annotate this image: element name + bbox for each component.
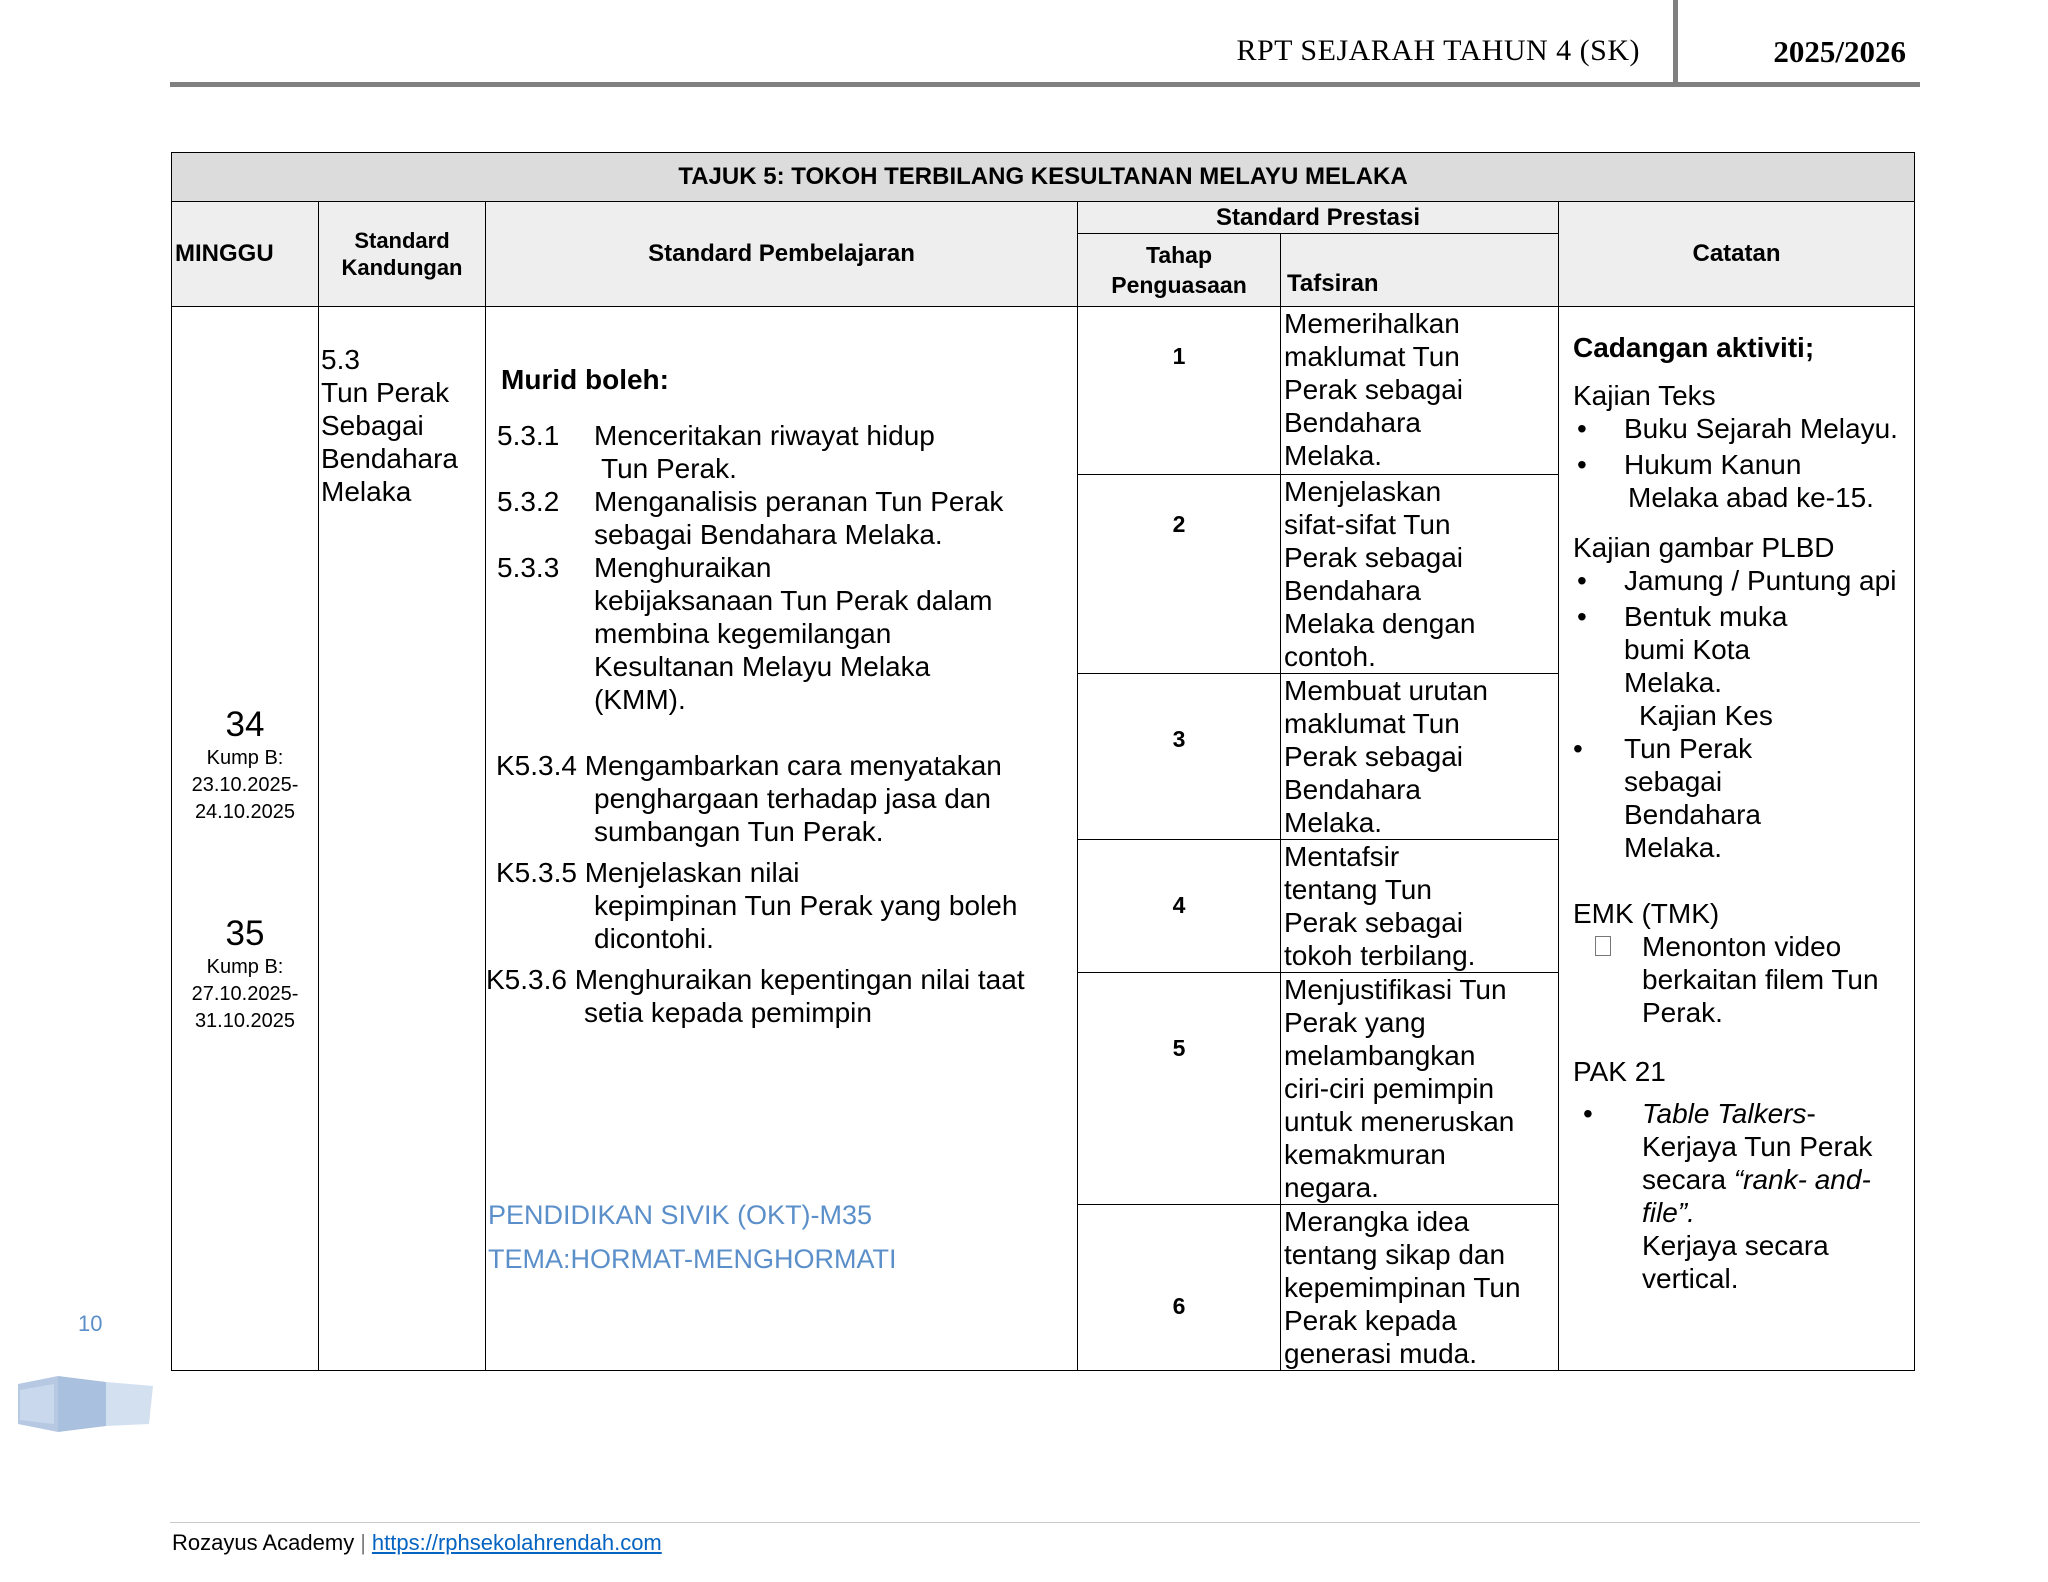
minggu-cell xyxy=(172,307,319,1371)
tahap-level: 3 xyxy=(1078,674,1281,840)
header-catatan: Catatan xyxy=(1559,202,1915,307)
footer-brand: Rozayus Academy xyxy=(172,1530,355,1555)
week-34: 34 Kump B: 23.10.2025- 24.10.2025 xyxy=(191,705,299,823)
standard-pembelajaran-cell: Murid boleh: 5.3.1 Menceritakan riwayat hidup Tun Perak. 5.3.2 Menganalisis peranan Tun Perak sebagai Bendahara Melaka. 5.3.3 Menghuraikan kebijaksanaan Tun Perak dalam membina kegemilangan Kesultanan Melayu Melaka (KMM). K5.3.4 Mengambarkan cara menyatakan penghargaan terhadap jasa dan sumbangan Tun Perak. K5.3.5 Menjelaskan nilai kepimpinan Tun Perak yang boleh dicontohi. K5.3.6 Menghuraikan kepentingan nilai taat setia kepada pemimpin PENDIDIKAN SIVIK (OKT)-M35 TEMA:HORMAT-MENGHORMATI xyxy=(486,307,1078,1371)
header-tafsiran: Tafsiran xyxy=(1281,234,1559,307)
tahap-level: 5 xyxy=(1078,973,1281,1205)
tafsiran-cell: Merangka idea tentang sikap dan kepemimpinan Tun Perak kepada generasi muda. xyxy=(1281,1205,1559,1371)
document-year: 2025/2026 xyxy=(1773,34,1906,69)
header-divider xyxy=(1673,0,1678,87)
tafsiran-cell: Memerihalkan maklumat Tun Perak sebagai Bendahara Melaka. xyxy=(1281,307,1559,475)
header-minggu: MINGGU xyxy=(172,202,319,307)
document-title: RPT SEJARAH TAHUN 4 (SK) xyxy=(1236,34,1640,67)
footer-separator: | xyxy=(360,1530,366,1555)
footer-link[interactable]: https://rphsekolahrendah.com xyxy=(371,1530,662,1555)
bullet-icon: • xyxy=(1573,733,1583,764)
checkbox-icon xyxy=(1595,936,1611,956)
bullet-icon: • xyxy=(1583,1098,1593,1129)
tahap-level: 1 xyxy=(1078,307,1281,475)
tahap-level: 4 xyxy=(1078,840,1281,973)
header-standard-pembelajaran: Standard Pembelajaran xyxy=(486,202,1078,307)
topic-heading: TAJUK 5: TOKOH TERBILANG KESULTANAN MELAYU MELAKA xyxy=(172,153,1915,202)
tafsiran-cell: Membuat urutan maklumat Tun Perak sebagai Bendahara Melaka. xyxy=(1281,674,1559,840)
bullet-icon: • xyxy=(1577,449,1587,480)
header-standard-prestasi: Standard Prestasi xyxy=(1078,202,1559,234)
standard-kandungan-cell: 5.3 Tun Perak Sebagai Bendahara Melaka xyxy=(319,307,486,1371)
tahap-level: 6 xyxy=(1078,1205,1281,1371)
tahap-level: 2 xyxy=(1078,475,1281,674)
civic-label: PENDIDIKAN SIVIK (OKT)-M35 xyxy=(488,1200,873,1230)
tafsiran-cell: Menjelaskan sifat-sifat Tun Perak sebagai Bendahara Melaka dengan contoh. xyxy=(1281,475,1559,674)
civic-theme: TEMA:HORMAT-MENGHORMATI xyxy=(488,1244,897,1274)
catatan-title: Cadangan aktiviti; xyxy=(1573,332,1815,363)
footer-divider xyxy=(170,1522,1920,1523)
bullet-icon: • xyxy=(1577,601,1587,632)
catatan-cell: Cadangan aktiviti; Kajian Teks • Buku Sejarah Melayu. • Hukum Kanun Melaka abad ke-15. Kajian gambar PLBD • Jamung / Puntung api • Bentuk muka bumi Kota Melaka. Kajian Kes • Tun Perak sebagai Bendahara Melaka. EMK (TMK) Menonton video berkaitan filem Tun Perak. PAK 21 • Table Talkers- Kerjaya Tun Perak secara “rank- and- file”. Kerjaya secara vertical. xyxy=(1559,307,1915,1371)
week-35: 35 Kump B: 27.10.2025- 31.10.2025 xyxy=(191,914,299,1032)
header-standard-kandungan: Standard Kandungan xyxy=(319,202,486,307)
page-corner-decoration xyxy=(18,1376,153,1432)
tafsiran-cell: Mentafsir tentang Tun Perak sebagai tokoh terbilang. xyxy=(1281,840,1559,973)
murid-boleh: Murid boleh: xyxy=(501,364,669,395)
rpt-table xyxy=(171,152,1915,1371)
page-footer xyxy=(172,1530,662,1556)
page-number: 10 xyxy=(78,1311,103,1336)
bullet-icon: • xyxy=(1577,413,1587,444)
page-header xyxy=(170,20,1920,87)
bullet-icon: • xyxy=(1577,565,1587,596)
header-tahap-penguasaan: Tahap Penguasaan xyxy=(1078,234,1281,307)
tafsiran-cell: Menjustifikasi Tun Perak yang melambangkan ciri-ciri pemimpin untuk meneruskan kemakmuran negara. xyxy=(1281,973,1559,1205)
